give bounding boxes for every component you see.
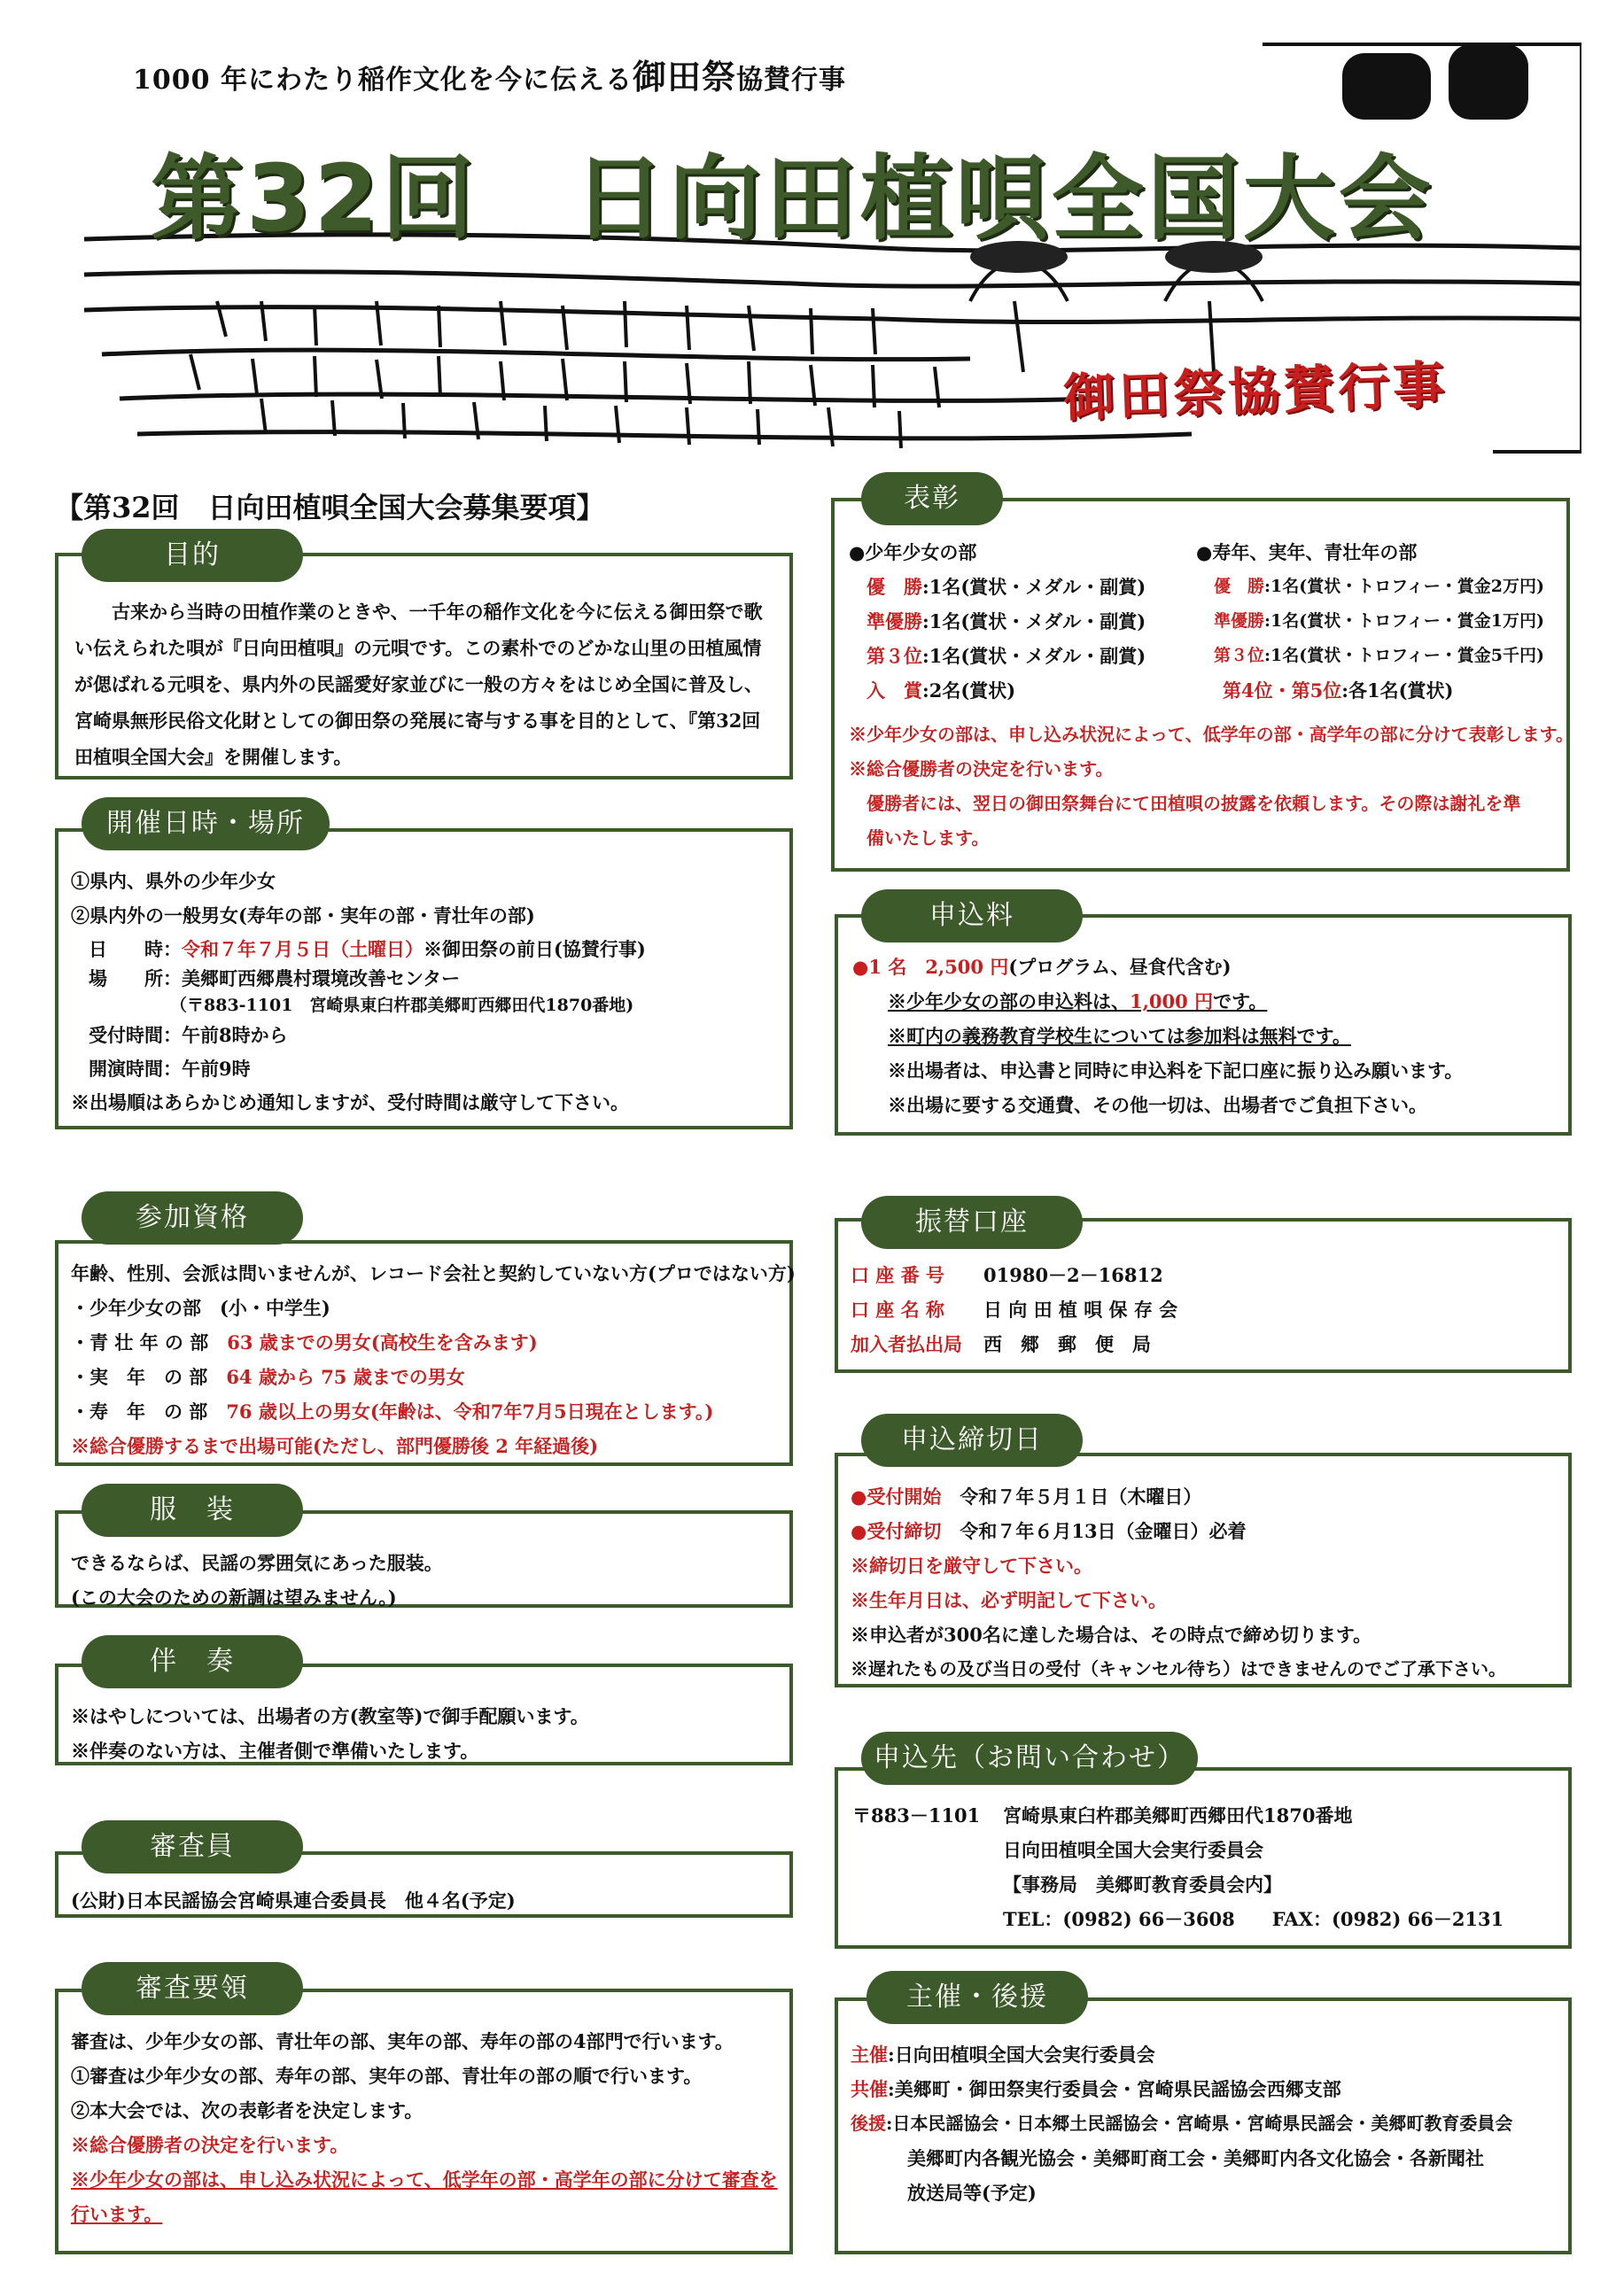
tagline <box>133 50 846 98</box>
judges-label: 審査員 <box>82 1820 303 1873</box>
eligibility-senior-label: ・寿 年 の 部 <box>71 1400 208 1423</box>
judging-line4: ※総合優勝者の決定を行います。 <box>71 2134 349 2156</box>
judging-line2: ①審査は少年少女の部、寿年の部、実年の部、青壮年の部の順で行います。 <box>71 2065 703 2087</box>
deadline-note3: ※申込者が300名に達した場合は、その時点で締め切ります。 <box>851 1624 1372 1646</box>
fee-line1-prefix: ●1 名 2,500 円 <box>852 956 1009 978</box>
attire-label: 服 装 <box>82 1484 303 1537</box>
deadline-label: 申込締切日 <box>861 1414 1083 1467</box>
attire-line1: できるならば、民謡の雰囲気にあった服装。 <box>71 1552 443 1574</box>
awards-adult-value-1: :1名(賞状・トロフィー・賞金2万円) <box>1264 577 1544 596</box>
account-key-3: 加入者払出局 <box>851 1333 962 1355</box>
fee-line2-suffix: です。 <box>1213 990 1268 1012</box>
deadline-start-value: 令和７年５月１日（木曜日） <box>960 1485 1202 1508</box>
judging-line1: 審査は、少年少女の部、青壮年の部、実年の部、寿年の部の4部門で行います。 <box>71 2030 734 2052</box>
fee-label: 申込料 <box>861 889 1083 942</box>
deadline-note4: ※遅れたもの及び当日の受付（キャンセル待ち）はできませんのでご了承下さい。 <box>851 1658 1506 1679</box>
account-content <box>851 1258 1559 1361</box>
venue-line2: ②県内外の一般男女(寿年の部・実年の部・青壮年の部) <box>71 904 535 927</box>
deadline-note2: ※生年月日は、必ず明記して下さい。 <box>851 1589 1167 1611</box>
date-note: ※御田祭の前日(協賛行事) <box>423 938 646 960</box>
eligibility-senior-value: 76 歳以上の男女(年齢は、令和7年7月5日現在とします。) <box>226 1400 714 1423</box>
account-value-1: 01980－2－16812 <box>983 1264 1163 1286</box>
account-value-2: 日 向 田 植 唄 保 存 会 <box>983 1299 1178 1321</box>
awards-youth-head: ●少年少女の部 <box>849 541 977 563</box>
eligibility-mature-value: 64 歳から 75 歳までの男女 <box>226 1366 465 1388</box>
account-value-3: 西 郷 郵 便 局 <box>983 1333 1151 1355</box>
fee-line4: ※出場者は、申込書と同時に申込料を下記口座に振り込み願います。 <box>888 1059 1464 1082</box>
main-title: 第32回 日向田植唄全国大会 <box>151 144 1434 252</box>
contact-postal: 〒883－1101 <box>852 1804 981 1827</box>
deadline-note1: ※締切日を厳守して下さい。 <box>851 1555 1092 1577</box>
awards-youth-rank-2: 準優勝 <box>866 610 922 632</box>
awards-youth-value-4: :2名(賞状) <box>922 679 1016 702</box>
venue-content <box>71 864 780 1120</box>
judging-label: 審査要領 <box>82 1962 303 2015</box>
organizers-host-value: :日向田植唄全国大会実行委員会 <box>888 2044 1155 2066</box>
tagline-suffix: 協賛行事 <box>735 65 846 96</box>
awards-note2: ※総合優勝者の決定を行います。 <box>849 758 1114 780</box>
attire-line2: (この大会のための新調は望みません。) <box>71 1586 397 1609</box>
eligibility-note: ※総合優勝するまで出場可能(ただし、部門優勝後 2 年経過後) <box>71 1435 599 1457</box>
judges-content <box>71 1883 780 1918</box>
fee-line2-red: 1,000 円 <box>1130 990 1214 1012</box>
sponsor-banner: 御田祭協賛行事 <box>1062 354 1449 429</box>
tagline-prefix: 1000 年にわたり稲作文化を今に伝える <box>133 65 633 96</box>
venue-label: 開催日時・場所 <box>82 797 330 850</box>
purpose-label: 目的 <box>82 529 303 582</box>
awards-youth-value-1: :1名(賞状・メダル・副賞) <box>922 576 1146 598</box>
awards-adult-rank-3: 第３位 <box>1214 646 1265 665</box>
awards-notes <box>849 718 1573 856</box>
contact-org: 日向田植唄全国大会実行委員会 <box>1003 1839 1263 1861</box>
accompaniment-content <box>71 1699 780 1768</box>
organizers-support-line2: 美郷町内各観光協会・美郷町商工会・美郷町内各文化協会・各新聞社 <box>907 2147 1484 2169</box>
date-label: 日 時： <box>89 938 182 960</box>
eligibility-label: 参加資格 <box>82 1191 303 1245</box>
accompaniment-label: 伴 奏 <box>82 1635 303 1688</box>
fee-line5: ※出場に要する交通費、その他一切は、出場者でご負担下さい。 <box>888 1094 1427 1116</box>
organizers-support-line3: 放送局等(予定) <box>907 2182 1037 2204</box>
venue-note: ※出場順はあらかじめ通知しますが、受付時間は厳守して下さい。 <box>71 1091 629 1113</box>
awards-adult-value-4: :各1名(賞状) <box>1341 679 1454 702</box>
account-label: 振替口座 <box>861 1196 1083 1249</box>
contact-address: 宮崎県東臼杵郡美郷町西郷田代1870番地 <box>1003 1804 1353 1827</box>
awards-adult-head: ●寿年、実年、青壮年の部 <box>1196 541 1418 563</box>
account-key-1: 口 座 番 号 <box>851 1264 944 1286</box>
awards-adult <box>1196 535 1559 708</box>
eligibility-content <box>71 1256 796 1463</box>
deadline-end-value: 令和７年６月13日（金曜日）必着 <box>960 1520 1247 1542</box>
organizers-label: 主催・後援 <box>866 1971 1088 2024</box>
awards-adult-rank-1: 優 勝 <box>1214 577 1265 596</box>
deadline-start-key: ●受付開始 <box>851 1485 942 1508</box>
opening-time: 開演時間：午前9時 <box>89 1058 251 1080</box>
place-value: 美郷町西郷農村環境改善センター <box>182 967 461 989</box>
eligibility-youth: ・少年少女の部 (小・中学生) <box>71 1297 330 1319</box>
purpose-text: 古来から当時の田植作業のときや、一千年の稲作文化を今に伝える御田祭で歌い伝えられた唄が『日向田植唄』の元唄です。この素朴でのどかな山里の田植風情が偲ばれる元唄を、県内外の民謡愛好家並びに一般の方々をはじめ全国に普及し、宮崎県無形民俗文化財としての御田祭の発展に寄与する事を目的として、『第32回田植唄全国大会』を開催します。 <box>74 601 763 768</box>
organizers-co-value: :美郷町・御田祭実行委員会・宮崎県民謡協会西郷支部 <box>888 2078 1341 2100</box>
contact-fax: FAX：(0982) 66－2131 <box>1271 1908 1504 1930</box>
awards-adult-rank-2: 準優勝 <box>1214 611 1265 631</box>
judges-line1: (公財)日本民謡協会宮崎県連合委員長 他４名(予定) <box>71 1889 516 1912</box>
venue-line1: ①県内、県外の少年少女 <box>71 870 276 892</box>
reception-time: 受付時間：午前8時から <box>89 1024 288 1046</box>
awards-adult-value-2: :1名(賞状・トロフィー・賞金1万円) <box>1264 611 1544 631</box>
awards-youth-rank-4: 入 賞 <box>866 679 922 702</box>
account-key-2: 口 座 名 称 <box>851 1299 944 1321</box>
eligibility-adult-label: ・青 壮 年 の 部 <box>71 1331 209 1354</box>
deadline-content <box>851 1479 1559 1687</box>
organizers-content <box>851 2037 1568 2210</box>
contact-label: 申込先（お問い合わせ） <box>861 1732 1198 1785</box>
judging-line6: 行います。 <box>71 2203 163 2225</box>
judging-line5: ※少年少女の部は、申し込み状況によって、低学年の部・高学年の部に分けて審査を <box>71 2168 778 2191</box>
fee-content <box>852 950 1561 1122</box>
awards-youth-value-2: :1名(賞状・メダル・副賞) <box>922 610 1146 632</box>
fee-line3: ※町内の義務教育学校生については参加料は無料です。 <box>888 1025 1351 1047</box>
awards-adult-value-3: :1名(賞状・トロフィー・賞金5千円) <box>1264 646 1544 665</box>
awards-youth-rank-3: 第３位 <box>866 645 922 667</box>
date-value: 令和７年７月５日（土曜日） <box>182 938 423 960</box>
organizers-co-key: 共催 <box>851 2078 888 2100</box>
awards-note3: 優勝者には、翌日の御田祭舞台にて田植唄の披露を依頼します。その際は謝礼を準 <box>866 793 1521 814</box>
deadline-end-key: ●受付締切 <box>851 1520 942 1542</box>
awards-note1: ※少年少女の部は、申し込み状況によって、低学年の部・高学年の部に分けて表彰します。 <box>849 724 1573 745</box>
accompaniment-line2: ※伴奏のない方は、主催者側で準備いたします。 <box>71 1740 479 1762</box>
awards-label: 表彰 <box>861 472 1003 525</box>
attire-content <box>71 1546 780 1615</box>
place-label: 場 所： <box>89 967 182 989</box>
awards-youth-rank-1: 優 勝 <box>866 576 922 598</box>
eligibility-mature-label: ・実 年 の 部 <box>71 1366 208 1388</box>
contact-content <box>852 1798 1561 1936</box>
fee-line1-suffix: (プログラム、昼食代含む) <box>1008 956 1232 978</box>
awards-note4: 備いたします。 <box>866 827 990 849</box>
contact-tel: TEL：(0982) 66－3608 <box>1003 1908 1235 1930</box>
awards-youth-value-3: :1名(賞状・メダル・副賞) <box>922 645 1146 667</box>
fee-line2-prefix: ※少年少女の部の申込料は、 <box>888 990 1130 1012</box>
place-address: （〒883-1101 宮崎県東臼杵郡美郷町西郷田代1870番地) <box>170 996 634 1015</box>
contact-office: 【事務局 美郷町教育委員会内】 <box>1003 1873 1282 1896</box>
organizers-host-key: 主催 <box>851 2044 888 2066</box>
eligibility-intro: 年齢、性別、会派は問いませんが、レコード会社と契約していない方(プロではない方) <box>71 1262 796 1284</box>
judging-line3: ②本大会では、次の表彰者を決定します。 <box>71 2099 423 2121</box>
judging-content <box>71 2024 789 2231</box>
awards-adult-rank-4: 第4位・第5位 <box>1223 679 1342 702</box>
tagline-brand: 御田祭 <box>632 57 736 97</box>
accompaniment-line1: ※はやしについては、出場者の方(教室等)で御手配願います。 <box>71 1705 589 1727</box>
doc-title: 【第32回 日向田植唄全国大会募集要項】 <box>55 491 605 524</box>
organizers-support-key: 後援 <box>851 2113 886 2134</box>
awards-youth <box>849 535 1203 708</box>
eligibility-adult-value: 63 歳までの男女(高校生を含みます) <box>227 1331 538 1354</box>
organizers-support-value: :日本民謡協会・日本郷土民謡協会・宮崎県・宮崎県民謡会・美郷町教育委員会 <box>886 2113 1513 2134</box>
